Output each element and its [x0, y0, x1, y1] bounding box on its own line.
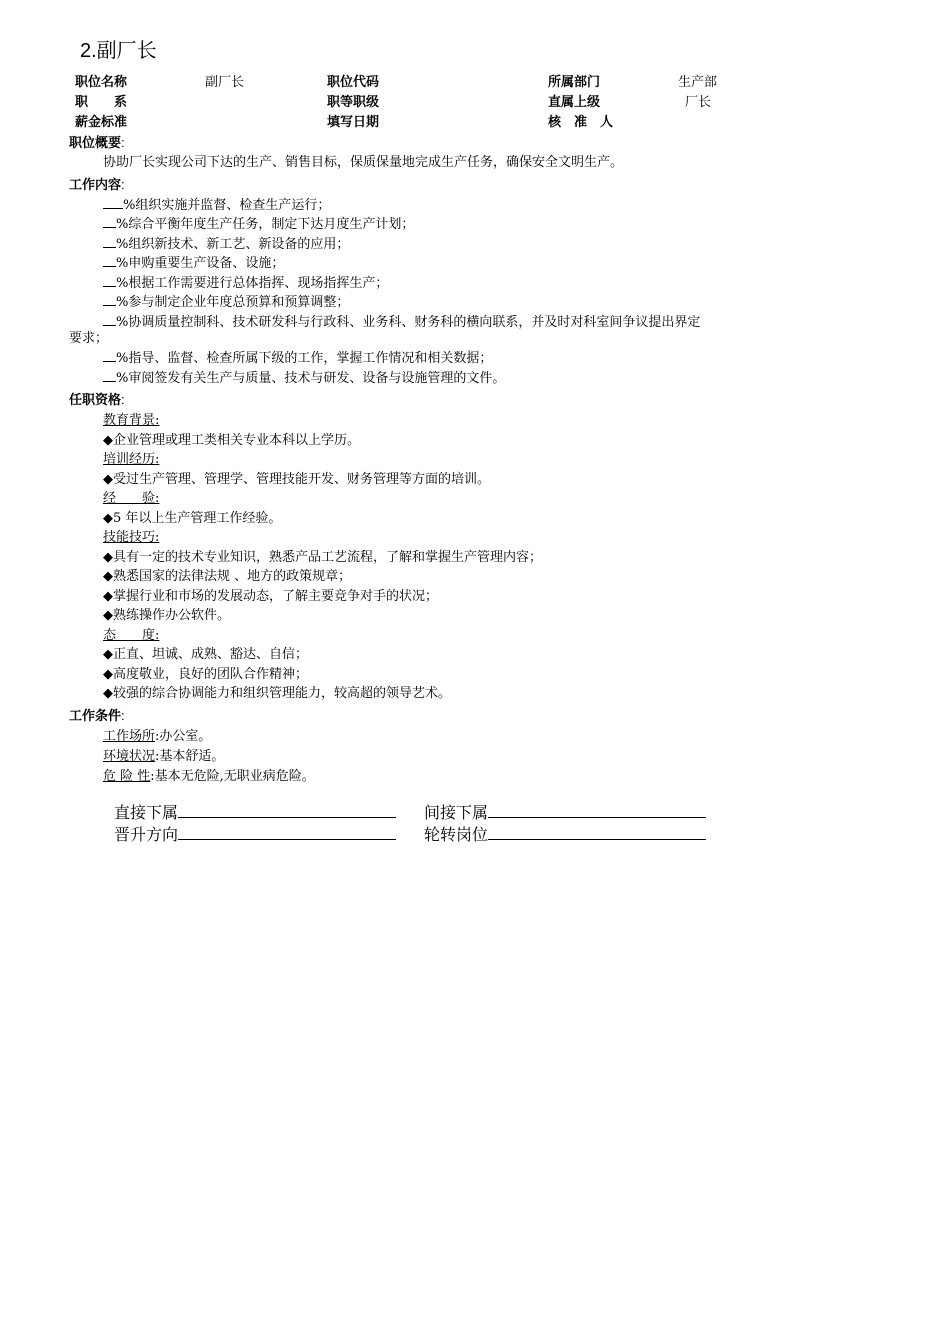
work-item: %参与制定企业年度总预算和预算调整；: [103, 291, 349, 310]
label-approver: 核 准 人: [548, 114, 614, 129]
attitude-label: 态 度:: [103, 628, 160, 643]
label-grade: 职等职级: [327, 94, 380, 109]
label-fill-date: 填写日期: [327, 114, 380, 129]
value-department: 生产部: [678, 75, 718, 90]
promotion-field: 晋升方向: [114, 822, 396, 845]
label-department: 所属部门: [548, 74, 601, 89]
work-item: %指导、监督、检查所属下级的工作，掌握工作情况和相关数据；: [103, 347, 492, 366]
section-conditions: 工作条件:: [69, 708, 125, 723]
skill-item: ◆熟练操作办公软件。: [103, 608, 230, 623]
section-qualifications: 任职资格:: [69, 392, 125, 407]
attitude-item: ◆较强的综合协调能力和组织管理能力，较高超的领导艺术。: [103, 686, 451, 701]
work-item: %组织实施并监督、检查生产运行；: [103, 194, 330, 213]
label-job-family: 职 系: [75, 94, 128, 109]
work-item: %申购重要生产设备、设施；: [103, 252, 284, 271]
skills-label: 技能技巧:: [103, 530, 160, 545]
skill-item: ◆掌握行业和市场的发展动态，了解主要竞争对手的状况；: [103, 589, 438, 604]
work-item: %审阅签发有关生产与质量、技术与研发、设备与设施管理的文件。: [103, 367, 505, 386]
page-title: 2.副厂长: [80, 40, 157, 62]
skill-item: ◆熟悉国家的法律法规 、地方的政策规章；: [103, 569, 352, 584]
experience-label: 经 验:: [103, 491, 160, 506]
attitude-item: ◆高度敬业，良好的团队合作精神；: [103, 667, 308, 682]
value-supervisor: 厂长: [685, 95, 712, 110]
label-position-name: 职位名称: [75, 74, 128, 89]
work-item: %根据工作需要进行总体指挥、现场指挥生产；: [103, 272, 388, 291]
condition-environment: 环境状况:基本舒适。: [103, 749, 225, 764]
section-summary: 职位概要:: [69, 135, 125, 150]
attitude-item: ◆正直、坦诚、成熟、豁达、自信；: [103, 647, 308, 662]
experience-item: ◆5 年以上生产管理工作经验。: [103, 511, 282, 526]
label-salary: 薪金标准: [75, 114, 128, 129]
work-item-continuation: 要求；: [69, 331, 109, 346]
condition-place: 工作场所:办公室。: [103, 729, 212, 744]
edu-item: ◆企业管理或理工类相关专业本科以上学历。: [103, 433, 360, 448]
work-item: %综合平衡年度生产任务，制定下达月度生产计划；: [103, 213, 414, 232]
direct-subordinate-field: 直接下属: [114, 800, 396, 823]
summary-text: 协助厂长实现公司下达的生产、销售目标，保质保量地完成生产任务，确保安全文明生产。: [103, 155, 624, 170]
edu-label: 教育背景:: [103, 413, 160, 428]
work-item: %协调质量控制科、技术研发科与行政科、业务科、财务科的横向联系，并及时对科室间争议提出界定: [103, 311, 700, 330]
skill-item: ◆具有一定的技术专业知识，熟悉产品工艺流程，了解和掌握生产管理内容；: [103, 550, 542, 565]
condition-risk: 危 险 性:基本无危险,无职业病危险。: [103, 769, 315, 784]
indirect-subordinate-field: 间接下属: [424, 800, 706, 823]
work-item: %组织新技术、新工艺、新设备的应用；: [103, 233, 349, 252]
training-item: ◆受过生产管理、管理学、管理技能开发、财务管理等方面的培训。: [103, 472, 490, 487]
section-work: 工作内容:: [69, 177, 125, 192]
training-label: 培训经历:: [103, 452, 160, 467]
rotation-field: 轮转岗位: [424, 822, 706, 845]
label-supervisor: 直属上级: [548, 94, 601, 109]
value-position-name: 副厂长: [205, 75, 245, 90]
label-position-code: 职位代码: [327, 74, 380, 89]
